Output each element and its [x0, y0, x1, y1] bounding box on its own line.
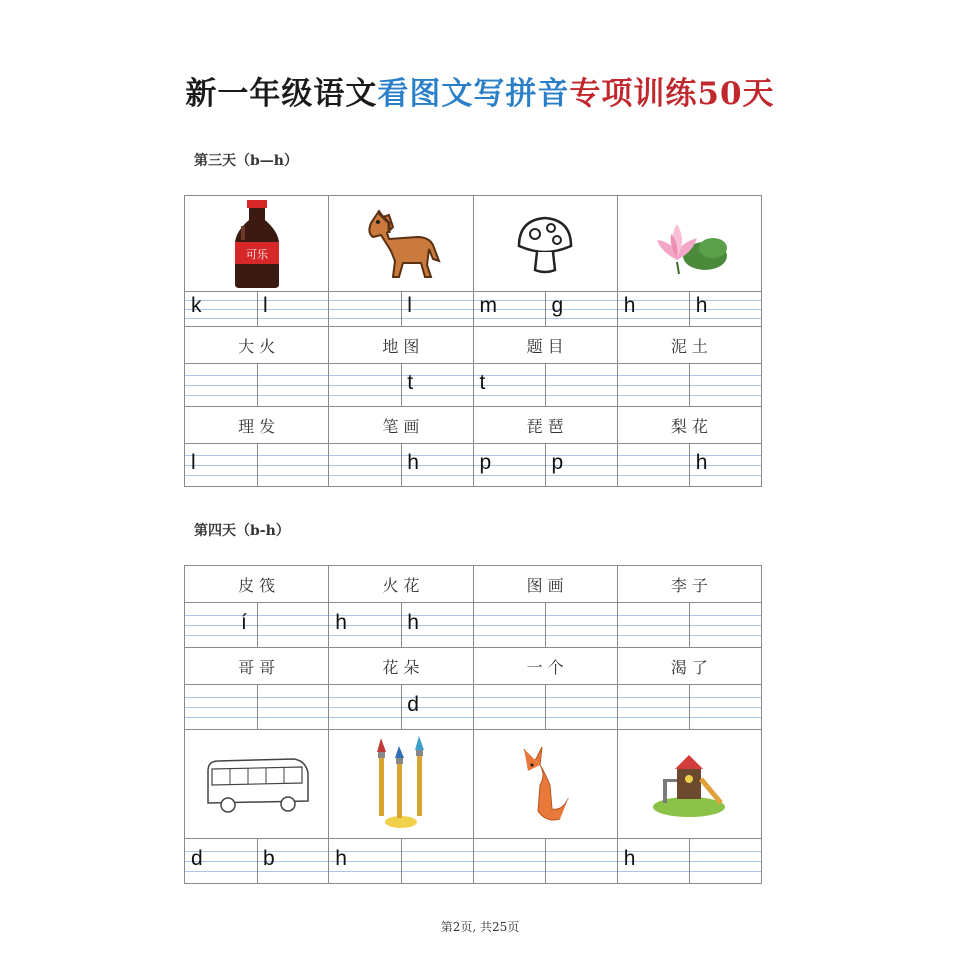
chinese-word: 一 个: [526, 657, 564, 677]
pinyin-letter: h: [407, 451, 419, 474]
pinyin-cell: [329, 444, 473, 486]
page-footer: 第2页, 共25页: [440, 920, 520, 934]
pinyin-cell: [618, 364, 761, 406]
day3-picture-cell: [618, 196, 761, 291]
pinyin-letter: d: [191, 847, 203, 870]
bottle-label: 可乐: [245, 247, 268, 261]
pinyin-letter: h: [695, 451, 708, 474]
chinese-word: 哥 哥: [238, 657, 276, 677]
chinese-word: 大 火: [238, 336, 276, 356]
pinyin-letter: h: [335, 847, 347, 870]
pinyin-cell: [185, 364, 329, 406]
chinese-word: 火 花: [382, 575, 420, 595]
chinese-word: 笔 画: [382, 416, 420, 436]
day3-grid: [184, 195, 762, 487]
fox-icon: [510, 741, 580, 827]
day4-heading: 第四天（b-h）: [194, 523, 290, 539]
pinyin-cell: [618, 444, 761, 486]
pinyin-cell: [329, 685, 473, 729]
day4-pinyin-row-1: [185, 603, 761, 648]
pinyin-letter: l: [263, 294, 268, 317]
chinese-word: 皮 筏: [238, 575, 276, 595]
title-part-1: 新一年级语文: [185, 76, 378, 112]
day4-picture-cell: [618, 730, 761, 838]
day3-picture-row: [185, 196, 761, 292]
chinese-word: 题 目: [526, 336, 564, 356]
bus-icon: [202, 751, 312, 817]
pinyin-cell: [474, 364, 618, 406]
mushroom-icon: [513, 212, 577, 276]
pinyin-cell: [329, 364, 473, 406]
title-part-3: 专项训练50天: [569, 76, 775, 112]
day4-picture-cell: [185, 730, 329, 838]
pinyin-cell: [329, 839, 473, 883]
day4-picture-cell: [474, 730, 618, 838]
chinese-word: 花 朵: [382, 657, 420, 677]
chinese-word: 李 子: [670, 575, 708, 595]
pinyin-cell: [618, 603, 761, 647]
title-part-2: 看图文写拼音: [377, 76, 570, 112]
chinese-word: 泥 土: [670, 336, 708, 356]
pinyin-letter: h: [623, 294, 636, 317]
day4-picture-cell: [329, 730, 473, 838]
horse-icon: [359, 207, 443, 281]
pinyin-letter: p: [551, 451, 564, 474]
chinese-word: 琵 琶: [526, 416, 564, 436]
pinyin-cell: [185, 603, 329, 647]
day3-picture-cell: [474, 196, 618, 291]
pinyin-cell: [185, 685, 329, 729]
day4-word-row-2: [185, 648, 761, 685]
pinyin-cell: [474, 603, 618, 647]
pinyin-letter: t: [407, 371, 414, 394]
pinyin-letter: h: [695, 294, 708, 317]
pinyin-letter: g: [551, 294, 564, 317]
pinyin-cell: [618, 292, 761, 326]
pinyin-letter: í: [241, 611, 247, 634]
chinese-word: 理 发: [238, 416, 276, 436]
day3-pinyin-row-1: [185, 292, 761, 327]
pinyin-letter: m: [479, 294, 497, 317]
day4-word-row-1: [185, 566, 761, 603]
pinyin-letter: k: [191, 294, 202, 317]
day3-heading: 第三天（b—h）: [194, 153, 298, 169]
pinyin-cell: [618, 839, 761, 883]
pinyin-letter: l: [191, 451, 196, 474]
pinyin-cell: [474, 292, 618, 326]
pinyin-cell: [474, 839, 618, 883]
day3-pinyin-row-3: [185, 444, 761, 486]
pinyin-letter: t: [479, 371, 486, 394]
chinese-word: 地 图: [382, 336, 420, 356]
day3-word-row-3: [185, 407, 761, 444]
paint-brushes-icon: [361, 736, 441, 832]
pinyin-letter: h: [623, 847, 636, 870]
day3-word-row-2: [185, 327, 761, 364]
pinyin-cell: [329, 292, 473, 326]
chinese-word: 图 画: [526, 575, 564, 595]
pinyin-letter: d: [407, 693, 419, 716]
day4-pinyin-row-2: [185, 685, 761, 730]
pinyin-letter: h: [407, 611, 419, 634]
pinyin-letter: p: [479, 451, 492, 474]
playground-icon: [647, 749, 731, 819]
day4-pinyin-row-3: [185, 839, 761, 883]
pinyin-letter: l: [407, 294, 412, 317]
pinyin-cell: [474, 685, 618, 729]
day3-picture-cell: [329, 196, 473, 291]
day4-grid: [184, 565, 762, 884]
lotus-flower-icon: [647, 212, 731, 276]
chinese-word: 渴 了: [670, 657, 708, 677]
cola-bottle-icon: [227, 198, 287, 290]
day4-picture-row: [185, 730, 761, 839]
chinese-word: 梨 花: [670, 416, 708, 436]
pinyin-cell: [185, 444, 329, 486]
pinyin-cell: [618, 685, 761, 729]
pinyin-cell: [185, 839, 329, 883]
pinyin-letter: b: [263, 847, 275, 870]
day3-picture-cell: [185, 196, 329, 291]
page-title: [0, 68, 960, 113]
pinyin-letter: h: [335, 611, 347, 634]
pinyin-cell: [329, 603, 473, 647]
pinyin-cell: [185, 292, 329, 326]
pinyin-cell: [474, 444, 618, 486]
day3-pinyin-row-2: [185, 364, 761, 407]
